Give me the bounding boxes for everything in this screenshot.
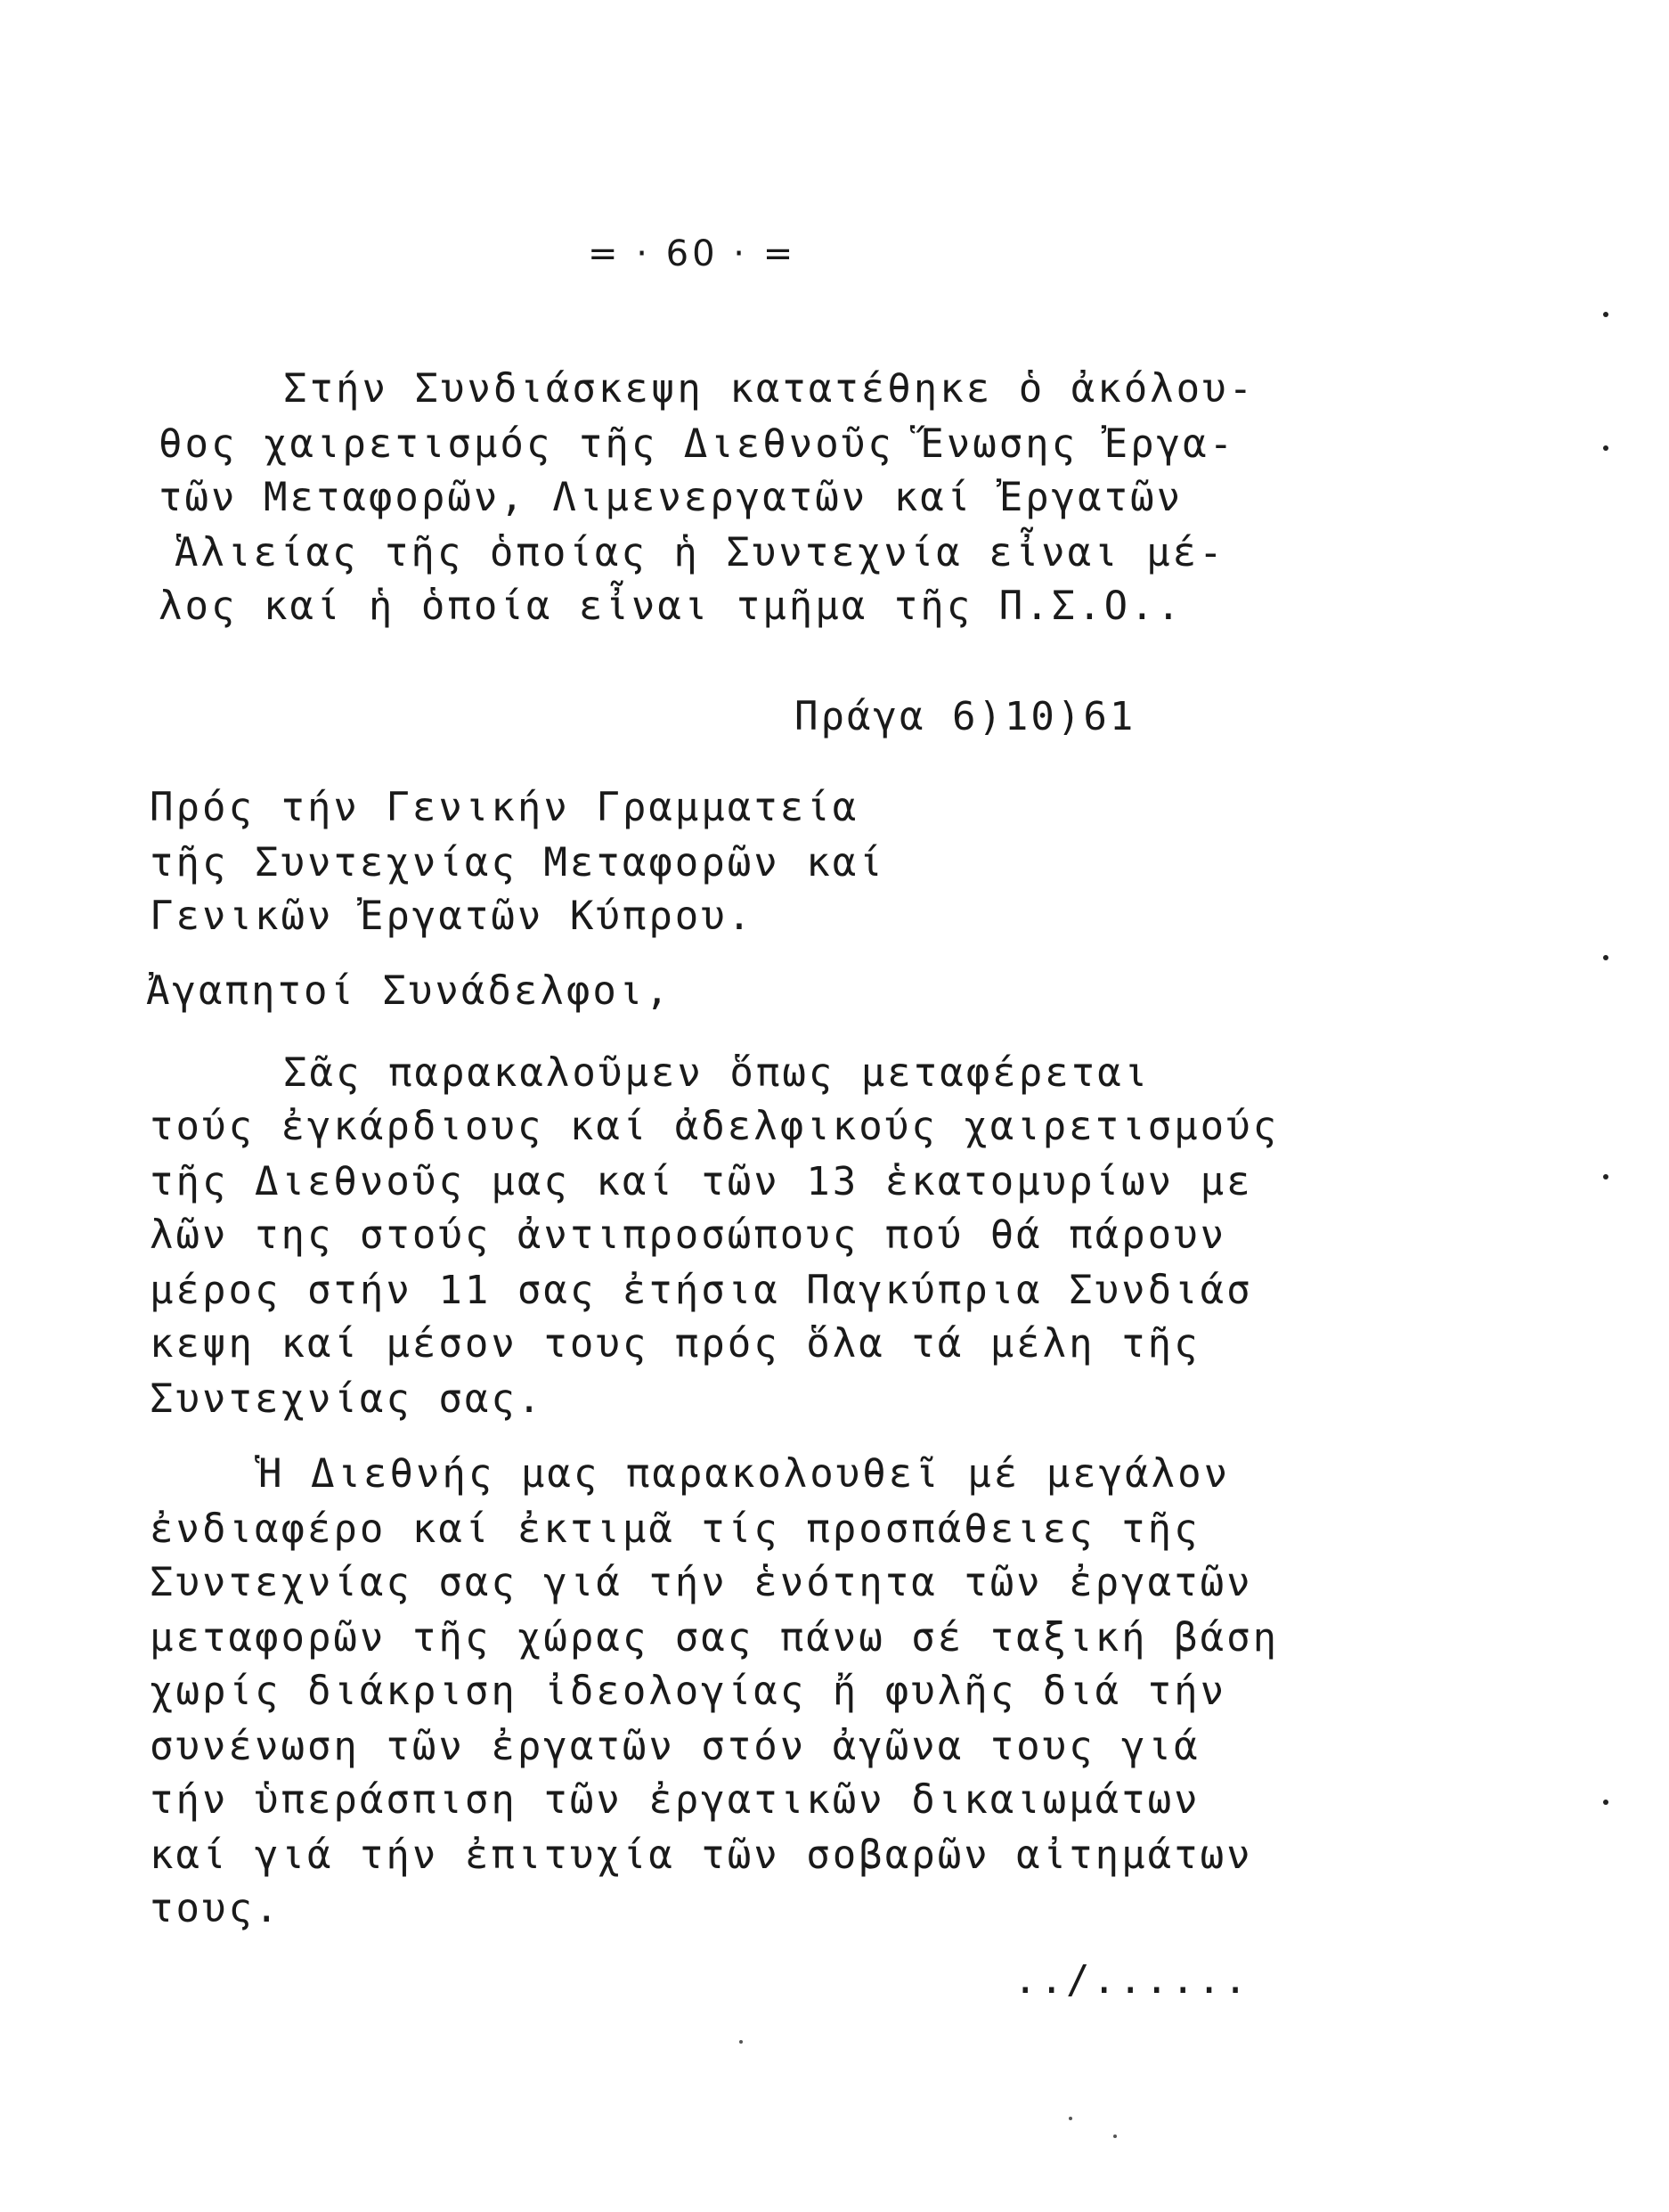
salutation: Ἀγαπητοί Συνάδελφοι, <box>146 968 672 1014</box>
paragraph2-line: χωρίς διάκριση ἰδεολογίας ἤ φυλῆς διά τήν <box>150 1669 1227 1714</box>
intro-line: Ἁλιείας τῆς ὁποίας ἡ Συντεχνία εἶναι μέ- <box>175 530 1225 575</box>
intro-line: Στήν Συνδιάσκεψη κατατέθηκε ὁ ἀκόλου- <box>283 366 1256 412</box>
scan-speck <box>1113 2134 1117 2138</box>
scan-speck <box>1603 1174 1608 1179</box>
paragraph2-line: τήν ὑπεράσπιση τῶν ἐργατικῶν δικαιωμάτων <box>150 1777 1201 1823</box>
scan-speck <box>1603 312 1608 317</box>
addressee-line: τῆς Συντεχνίας Μεταφορῶν καί <box>150 840 885 886</box>
intro-line: λος καί ἡ ὁποία εἶναι τμῆμα τῆς Π.Σ.Ο.. <box>159 584 1184 629</box>
addressee-line: Γενικῶν Ἐργατῶν Κύπρου. <box>150 894 754 939</box>
paragraph2-line: ἐνδιαφέρο καί ἐκτιμᾶ τίς προσπάθειες τῆς <box>150 1506 1201 1552</box>
paragraph2-line: Συντεχνίας σας γιά τήν ἑνότητα τῶν ἐργατῶν <box>150 1560 1253 1605</box>
scan-speck <box>1603 1800 1608 1805</box>
paragraph2-line: μεταφορῶν τῆς χώρας σας πάνω σέ ταξική βάση <box>150 1615 1280 1661</box>
intro-line: τῶν Μεταφορῶν, Λιμενεργατῶν καί Ἐργατῶν <box>159 475 1184 520</box>
page-number: = · 60 · = <box>588 233 797 274</box>
continuation-mark: ../...... <box>1014 1957 1250 2003</box>
paragraph1-line: τῆς Διεθνοῦς μας καί τῶν 13 ἑκατομυρίων με <box>150 1159 1253 1204</box>
scan-speck <box>1069 2117 1072 2120</box>
letter-date: Πράγα 6)10)61 <box>794 694 1136 739</box>
paragraph1-line: λῶν της στούς ἀντιπροσώπους πού θά πάρουν <box>150 1212 1227 1258</box>
paragraph1-line: μέρος στήν 11 σας ἐτήσια Παγκύπρια Συνδιάσ <box>150 1268 1253 1313</box>
scan-speck <box>739 2040 743 2044</box>
paragraph2-line: τους. <box>150 1886 281 1931</box>
paragraph2-line: καί γιά τήν ἐπιτυχία τῶν σοβαρῶν αἰτημάτων <box>150 1832 1253 1878</box>
paragraph1-line: Σᾶς παρακαλοῦμεν ὅπως μεταφέρεται <box>283 1050 1151 1096</box>
addressee-line: Πρός τήν Γενικήν Γραμματεία <box>150 785 859 830</box>
paragraph2-line: συνένωση τῶν ἐργατῶν στόν ἀγῶνα τους γιά <box>150 1724 1201 1769</box>
paragraph2-line: Ἡ Διεθνής μας παρακολουθεῖ μέ μεγάλον <box>258 1451 1231 1497</box>
paragraph1-line: τούς ἐγκάρδιους καί ἀδελφικούς χαιρετισμούς <box>150 1104 1280 1149</box>
paragraph1-line: Συντεχνίας σας. <box>150 1376 544 1422</box>
paragraph1-line: κεψη καί μέσον τους πρός ὅλα τά μέλη τῆς <box>150 1321 1201 1367</box>
intro-line: θος χαιρετισμός τῆς Διεθνοῦς Ἕνωσης Ἐργα- <box>159 421 1236 467</box>
scan-speck <box>1603 445 1608 451</box>
scan-speck <box>1603 955 1608 960</box>
